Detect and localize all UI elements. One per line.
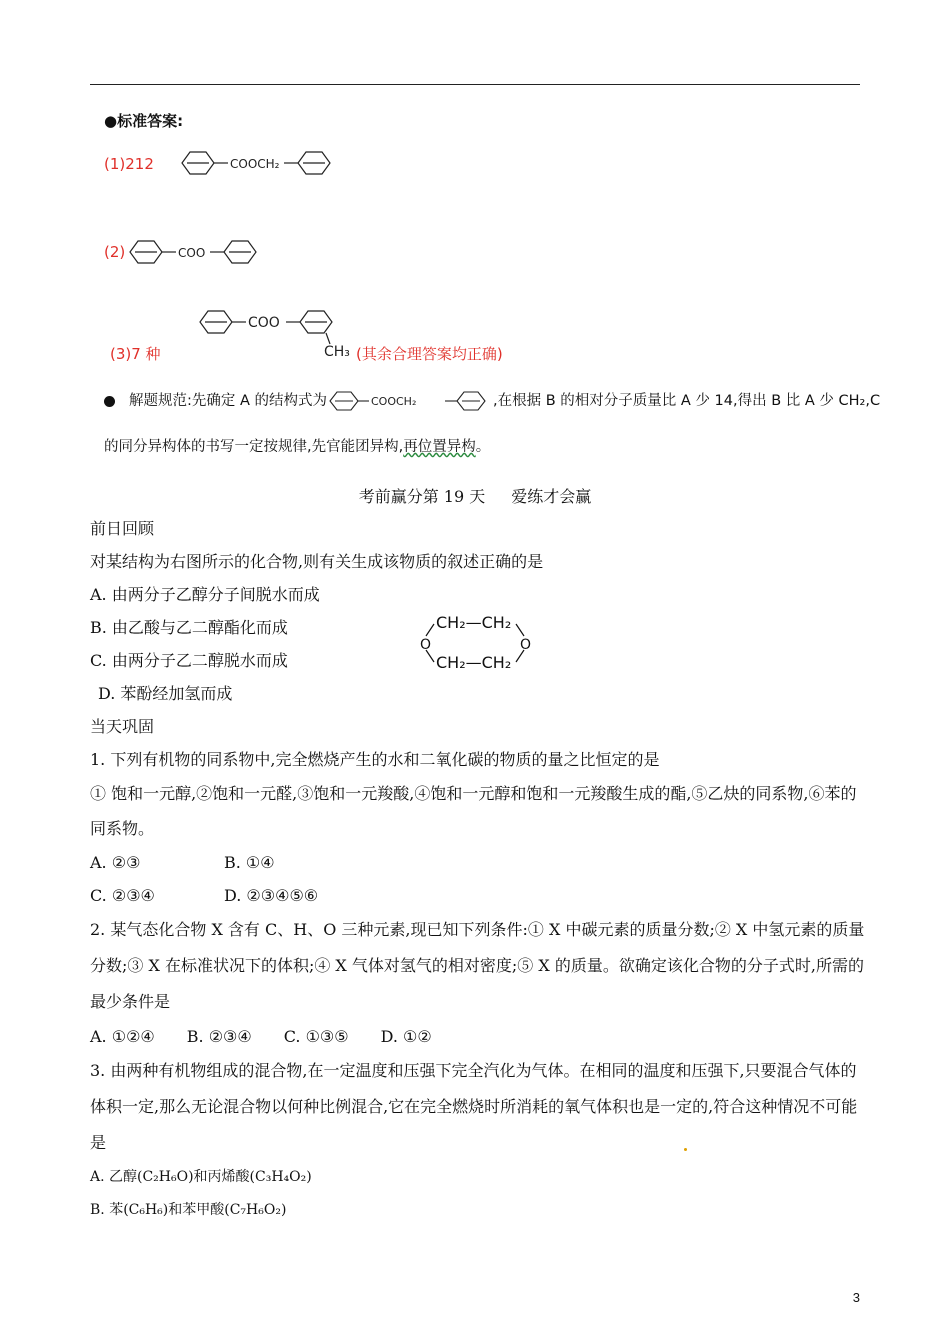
q2-stem: 2. 某气态化合物 X 含有 C、H、O 三种元素,现已知下列条件:① X 中碳元素的质量分数;② X 中氢元素的质量分数;③ X 在标准状况下的体积;④ X 气体对氢气的相对密度;⑤ X 的质量。欲确定该化合物的分子式时,所需的最少条件是 [90,920,865,1011]
q1-option-d: D. ②③④⑤⑥ [224,886,319,905]
review-option-d: D. 苯酚经加氢而成 [98,684,233,703]
answer-1-structure [178,148,338,178]
explanation-formula: COOCH₂ [371,395,417,408]
ring-top: CH₂—CH₂ [436,613,512,632]
q3-option-a: A. 乙醇(C₂H₆O)和丙烯酸(C₃H₄O₂) [90,1169,312,1185]
q1-items: ① 饱和一元醇,②饱和一元醛,③饱和一元羧酸,④饱和一元醇和饱和一元羧酸生成的酯,⑤乙炔的同系物,⑥苯的同系物。 [90,784,857,838]
answer-2-formula: COO [178,246,206,260]
answer-1-label: (1)212 [104,155,154,173]
q1-option-a: A. ②③ [90,853,141,872]
page-number: 3 [852,1290,860,1305]
q2-options: A. ①②④ B. ②③④ C. ①③⑤ D. ①② [90,1027,432,1046]
answer-2-label: (2) [104,243,126,261]
explanation-wavy: 再位置异构 [403,439,476,455]
answer-3-formula: COO [248,315,280,331]
q3-stem: 3. 由两种有机物组成的混合物,在一定温度和压强下完全汽化为气体。在相同的温度和压强下,只要混合气体的体积一定,那么无论混合物以何种比例混合,它在完全燃烧时所消耗的氧气体积也是一定的,符合这种情况不可能是 [90,1061,858,1152]
heading-right: 爱练才会赢 [511,487,592,506]
review-option-b: B. 由乙酸与乙二醇酯化而成 [90,618,288,637]
explanation-structure [327,388,493,414]
explanation-end: 。 [475,439,491,455]
ring-oxygen-left: O [420,637,432,653]
answer-3-label: (3)7 种 [110,345,161,363]
q3-option-b: B. 苯(C₆H₆)和苯甲酸(C₇H₆O₂) [90,1202,287,1218]
review-question: 对某结构为右图所示的化合物,则有关生成该物质的叙述正确的是 [90,552,544,571]
review-option-c: C. 由两分子乙二醇脱水而成 [90,651,288,670]
answer-2-structure [126,237,266,267]
answer-3-substituent: CH₃ [324,344,350,358]
dioxane-ring [410,606,540,676]
today-title: 当天巩固 [90,717,155,736]
answer-1-formula: COOCH₂ [230,157,280,171]
review-title: 前日回顾 [90,519,155,538]
q1-option-b: B. ①④ [224,853,275,872]
explanation [104,378,884,470]
section-heading [0,484,950,507]
ring-bottom: CH₂—CH₂ [436,653,512,672]
explanation-prefix: 解题规范:先确定 A 的结构式为 [129,393,328,409]
review-option-a: A. 由两分子乙醇分子间脱水而成 [90,585,320,604]
today-section [90,710,870,1227]
answer-3-note: (其余合理答案均正确) [356,345,503,363]
answer-title: ●标准答案: [104,112,184,130]
answer-3-structure [196,306,366,358]
bullet-icon [104,396,115,407]
q1-option-c: C. ②③④ [90,886,155,905]
heading-left: 考前赢分第 19 天 [358,487,486,506]
q1-stem: 1. 下列有机物的同系物中,完全燃烧产生的水和二氧化碳的物质的量之比恒定的是 [90,750,660,769]
stray-dot [684,1148,687,1151]
explanation-suffix: ,在根据 B 的相对分子质量比 A 少 14,得出 B 比 A 少 CH₂,C 的同分异构体的书写一定按规律,先官能团异构, [104,393,881,455]
header-rule [90,84,860,85]
ring-oxygen-right: O [520,637,532,653]
